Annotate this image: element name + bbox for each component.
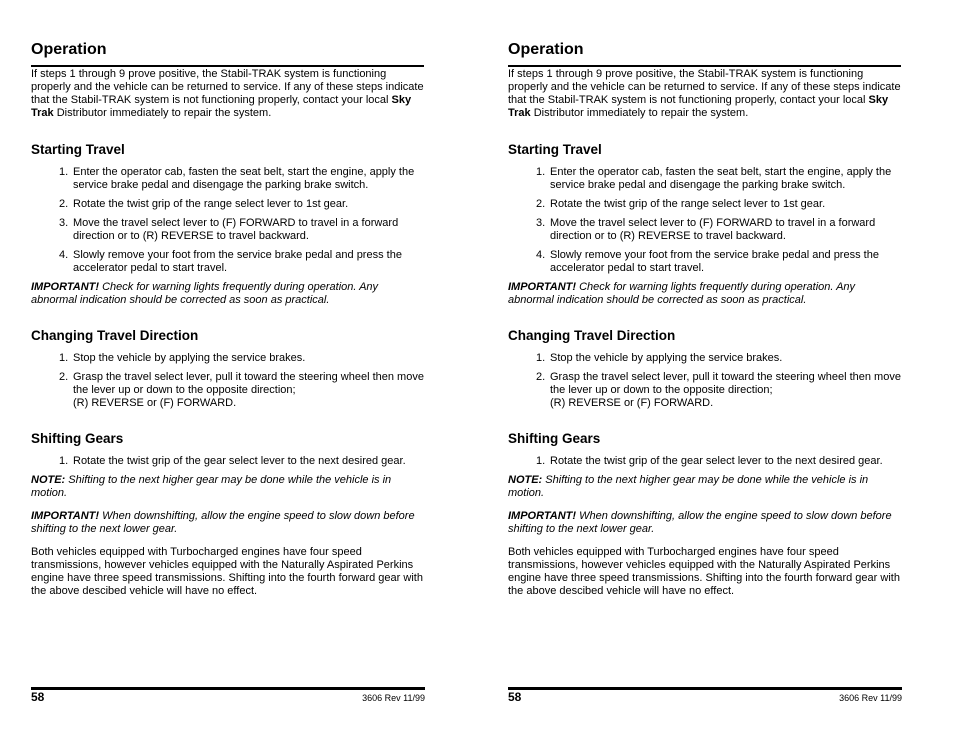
- closing-paragraph: Both vehicles equipped with Turbocharged engines have four speed transmissions, however vehicles equipped with the Naturally Aspirated Perkins engine have three speed transmissions. Shifting into the fourth forward gear with the above descibed vehicle will have no effect.: [31, 546, 423, 597]
- step-text: Enter the operator cab, fasten the seat belt, start the engine, apply the service brake pedal and disengage the parking brake switch.: [73, 166, 415, 191]
- list-item: [31, 371, 424, 410]
- step-number: 1.: [536, 352, 546, 364]
- changing-direction-steps: [31, 352, 424, 410]
- changing-direction-heading: Changing Travel Direction: [508, 328, 676, 343]
- note-text: Shifting to the next higher gear may be done while the vehicle is in motion.: [31, 474, 392, 499]
- step-text: Rotate the twist grip of the range select lever to 1st gear.: [73, 198, 349, 210]
- brand-name: Sky Trak: [31, 94, 412, 119]
- step-number: 1.: [59, 455, 69, 467]
- step-number: 2.: [59, 371, 69, 383]
- important-label: IMPORTANT!: [31, 510, 100, 522]
- intro-text: If steps 1 through 9 prove positive, the Stabil-TRAK system is functioning properly and the vehicle can be returned to service. If any of these steps indicate that the Stabil-TRAK system is not functioning properly, contact your local: [31, 68, 424, 106]
- revision-label: 3606 Rev 11/99: [839, 693, 902, 703]
- important-text: Check for warning lights frequently during operation. Any abnormal indication should be corrected as soon as practical.: [508, 281, 856, 306]
- intro-text-end: Distributor immediately to repair the system.: [530, 107, 749, 119]
- important-text: When downshifting, allow the engine speed to slow down before shifting to the next lower gear.: [31, 510, 415, 535]
- intro-text: If steps 1 through 9 prove positive, the Stabil-TRAK system is functioning properly and the vehicle can be returned to service. If any of these steps indicate that the Stabil-TRAK system is not functioning properly, contact your local: [508, 68, 901, 106]
- step-text: Enter the operator cab, fasten the seat belt, start the engine, apply the service brake pedal and disengage the parking brake switch.: [550, 166, 892, 191]
- intro-paragraph: [31, 68, 424, 120]
- step-number: 2.: [59, 198, 69, 210]
- list-item: [31, 249, 424, 275]
- step-text: Grasp the travel select lever, pull it toward the steering wheel then move the lever up or down to the opposite direction;: [550, 371, 901, 396]
- important-text: Check for warning lights frequently during operation. Any abnormal indication should be corrected as soon as practical.: [31, 281, 379, 306]
- page-number: 58: [508, 690, 522, 704]
- page-content: [31, 68, 424, 598]
- important-label: IMPORTANT!: [31, 281, 100, 293]
- list-item: [508, 166, 901, 192]
- step-text: Move the travel select lever to (F) FORWARD to travel in a forward direction or to (R) REVERSE to travel backward.: [550, 217, 876, 242]
- shifting-gears-heading: Shifting Gears: [31, 431, 124, 446]
- page-content: [508, 68, 901, 598]
- note-label: NOTE:: [508, 474, 543, 486]
- title-rule: [508, 65, 901, 67]
- list-item: [31, 198, 424, 211]
- step-number: 2.: [536, 198, 546, 210]
- note-text: Shifting to the next higher gear may be done while the vehicle is in motion.: [508, 474, 869, 499]
- important-note: [31, 281, 424, 307]
- starting-travel-heading: Starting Travel: [508, 142, 602, 157]
- intro-text-end: Distributor immediately to repair the system.: [53, 107, 272, 119]
- list-item: [508, 249, 901, 275]
- starting-travel-steps: [31, 166, 424, 275]
- step-number: 1.: [59, 352, 69, 364]
- shift-note: [508, 474, 901, 500]
- shifting-gears-steps: [508, 455, 901, 468]
- important-text: When downshifting, allow the engine speed to slow down before shifting to the next lower gear.: [508, 510, 892, 535]
- left-page: [31, 0, 425, 738]
- page-number: 58: [31, 690, 45, 704]
- downshift-important-note: [31, 510, 424, 536]
- step-number: 1.: [536, 455, 546, 467]
- list-item: [508, 217, 901, 243]
- footer-rule: [508, 687, 902, 690]
- step-number: 1.: [59, 166, 69, 178]
- page-title: Operation: [31, 41, 107, 58]
- step-number: 3.: [536, 217, 546, 229]
- intro-paragraph: [508, 68, 901, 120]
- closing-paragraph: Both vehicles equipped with Turbocharged engines have four speed transmissions, however vehicles equipped with the Naturally Aspirated Perkins engine have three speed transmissions. Shifting into the fourth forward gear with the above descibed vehicle will have no effect.: [508, 546, 900, 597]
- step-number: 3.: [59, 217, 69, 229]
- brand-name: Sky Trak: [508, 94, 889, 119]
- note-label: NOTE:: [31, 474, 66, 486]
- step-text: Rotate the twist grip of the gear select lever to the next desired gear.: [73, 455, 406, 467]
- step-text: Move the travel select lever to (F) FORWARD to travel in a forward direction or to (R) REVERSE to travel backward.: [73, 217, 399, 242]
- step-text: Stop the vehicle by applying the service brakes.: [550, 352, 783, 364]
- page-title: Operation: [508, 41, 584, 58]
- title-rule: [31, 65, 424, 67]
- important-label: IMPORTANT!: [508, 510, 577, 522]
- step-text-continued: (R) REVERSE or (F) FORWARD.: [73, 397, 237, 409]
- important-label: IMPORTANT!: [508, 281, 577, 293]
- shifting-gears-steps: [31, 455, 424, 468]
- shifting-gears-heading: Shifting Gears: [508, 431, 601, 446]
- list-item: [508, 352, 901, 365]
- step-text-continued: (R) REVERSE or (F) FORWARD.: [550, 397, 714, 409]
- changing-direction-heading: Changing Travel Direction: [31, 328, 199, 343]
- footer-rule: [31, 687, 425, 690]
- list-item: [31, 217, 424, 243]
- step-text: Grasp the travel select lever, pull it toward the steering wheel then move the lever up or down to the opposite direction;: [73, 371, 424, 396]
- starting-travel-steps: [508, 166, 901, 275]
- step-number: 4.: [59, 249, 69, 261]
- step-text: Stop the vehicle by applying the service brakes.: [73, 352, 306, 364]
- important-note: [508, 281, 901, 307]
- step-text: Slowly remove your foot from the service brake pedal and press the accelerator pedal to start travel.: [550, 249, 879, 274]
- step-number: 2.: [536, 371, 546, 383]
- list-item: [508, 198, 901, 211]
- step-number: 4.: [536, 249, 546, 261]
- starting-travel-heading: Starting Travel: [31, 142, 125, 157]
- list-item: [31, 166, 424, 192]
- downshift-important-note: [508, 510, 901, 536]
- step-text: Rotate the twist grip of the gear select lever to the next desired gear.: [550, 455, 883, 467]
- step-text: Rotate the twist grip of the range select lever to 1st gear.: [550, 198, 826, 210]
- revision-label: 3606 Rev 11/99: [362, 693, 425, 703]
- step-text: Slowly remove your foot from the service brake pedal and press the accelerator pedal to start travel.: [73, 249, 402, 274]
- list-item: [31, 352, 424, 365]
- list-item: [31, 455, 424, 468]
- right-page: [508, 0, 902, 738]
- step-number: 1.: [536, 166, 546, 178]
- shift-note: [31, 474, 424, 500]
- list-item: [508, 371, 901, 410]
- changing-direction-steps: [508, 352, 901, 410]
- list-item: [508, 455, 901, 468]
